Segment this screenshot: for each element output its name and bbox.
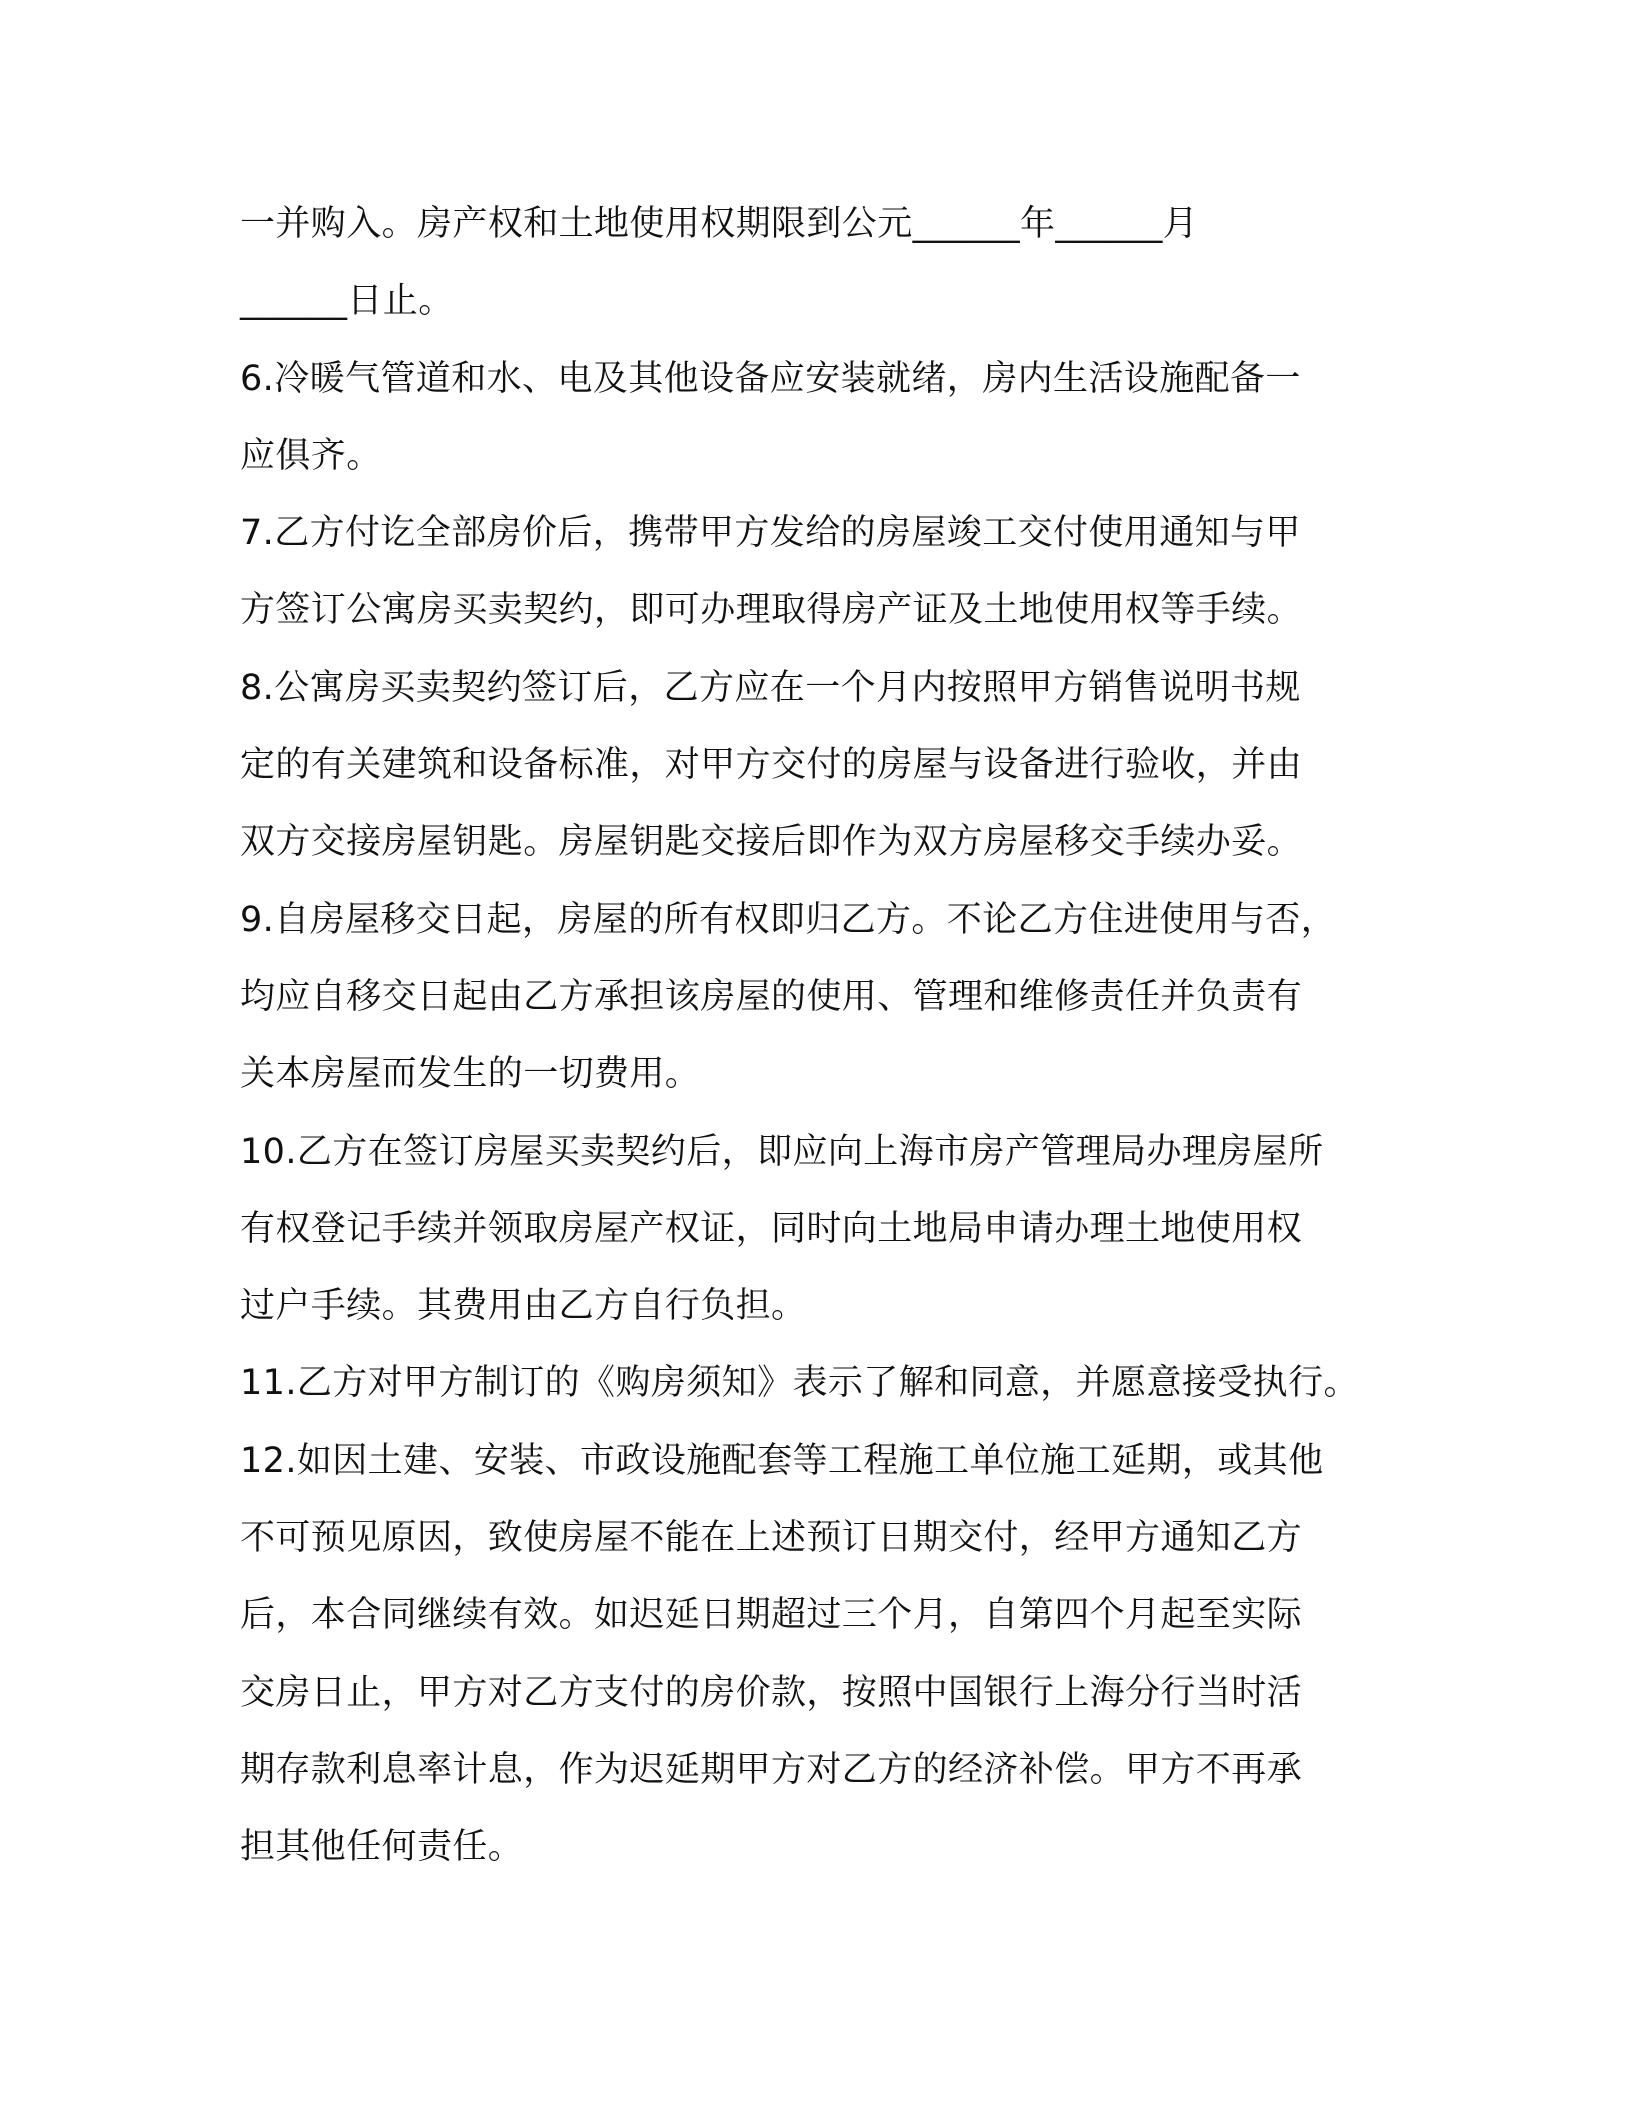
- text-line: 定的有关建筑和设备标准，对甲方交付的房屋与设备进行验收，并由: [240, 745, 1303, 786]
- clause-7-line: 7.乙方付讫全部房价后，携带甲方发给的房屋竣工交付使用通知与甲: [240, 513, 1301, 554]
- contract-text-block: [240, 186, 1440, 1887]
- text-line: 过户手续。其费用由乙方自行负担。: [240, 1286, 807, 1327]
- text-line: 应俱齐。: [240, 435, 382, 476]
- clause-11-line: 11.乙方对甲方制订的《购房须知》表示了解和同意，并愿意接受执行。: [240, 1363, 1359, 1404]
- text-line: 担其他任何责任。: [240, 1827, 524, 1868]
- clause-8-line: 8.公寓房买卖契约签订后，乙方应在一个月内按照甲方销售说明书规: [240, 667, 1301, 708]
- text-line: 均应自移交日起由乙方承担该房屋的使用、管理和维修责任并负责有: [240, 976, 1303, 1017]
- text-line: 期存款利息率计息，作为迟延期甲方对乙方的经济补偿。甲方不再承: [240, 1749, 1303, 1790]
- text-line: 有权登记手续并领取房屋产权证，同时向土地局申请办理土地使用权: [240, 1208, 1303, 1249]
- text-line: 关本房屋而发生的一切费用。: [240, 1054, 701, 1095]
- text-line: 不可预见原因，致使房屋不能在上述预订日期交付，经甲方通知乙方: [240, 1518, 1303, 1559]
- clause-6-line: 6.冷暖气管道和水、电及其他设备应安装就绪，房内生活设施配备一: [240, 358, 1301, 399]
- text-line: 后，本合同继续有效。如迟延日期超过三个月，自第四个月起至实际: [240, 1595, 1303, 1636]
- clause-10-line: 10.乙方在签订房屋买卖契约后，即应向上海市房产管理局办理房屋所: [240, 1131, 1324, 1172]
- text-line: 一并购入。房产权和土地使用权期限到公元______年______月: [240, 204, 1199, 244]
- clause-12-line: 12.如因土建、安装、市政设施配套等工程施工单位施工延期，或其他: [240, 1440, 1324, 1481]
- text-line: ______日止。: [240, 281, 454, 322]
- text-line: 双方交接房屋钥匙。房屋钥匙交接后即作为双方房屋移交手续办妥。: [240, 822, 1303, 863]
- text-line: 方签订公寓房买卖契约，即可办理取得房产证及土地使用权等手续。: [240, 590, 1303, 631]
- clause-9-line: 9.自房屋移交日起，房屋的所有权即归乙方。不论乙方住进使用与否，: [240, 899, 1337, 940]
- text-line: 交房日止，甲方对乙方支付的房价款，按照中国银行上海分行当时活: [240, 1672, 1303, 1713]
